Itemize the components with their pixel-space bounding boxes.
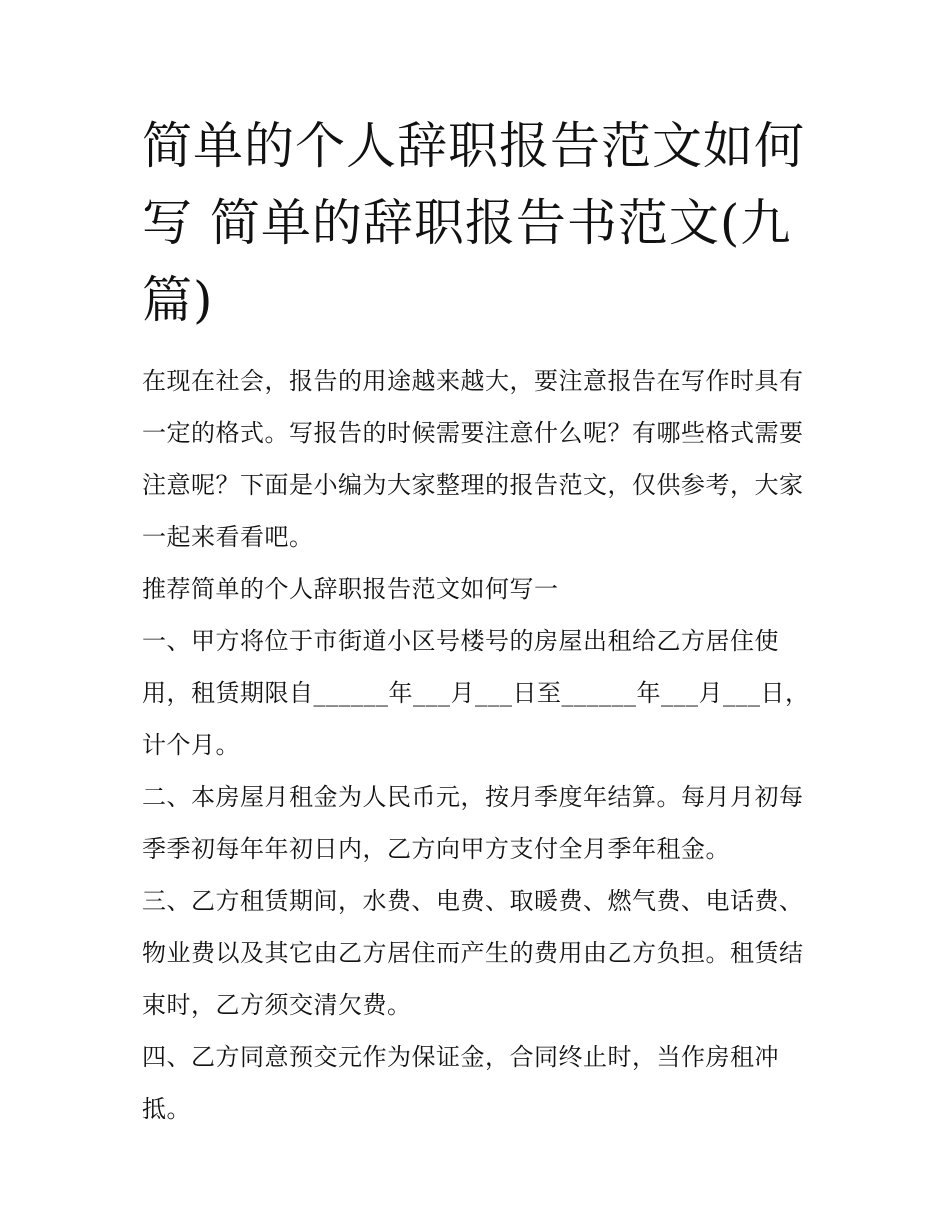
intro-paragraph: 在现在社会，报告的用途越来越大，要注意报告在写作时具有一定的格式。写报告的时候需要注意什么呢？有哪些格式需要注意呢？下面是小编为大家整理的报告范文，仅供参考，大家一起来看看吧。 xyxy=(142,367,804,551)
document-page xyxy=(142,108,818,1135)
document-title: 简单的个人辞职报告范文如何写 简单的辞职报告书范文(九篇) xyxy=(142,117,805,329)
clause-4-paragraph: 四、乙方同意预交元作为保证金，合同终止时，当作房租冲抵。 xyxy=(142,1043,779,1123)
document-body xyxy=(142,355,818,1135)
clause-1-paragraph: 一、甲方将位于市街道小区号楼号的房屋出租给乙方居住使用，租赁期限自______年___月___日至______年___月___日，计个月。 xyxy=(142,627,810,759)
section-heading: 推荐简单的个人辞职报告范文如何写一 xyxy=(142,575,559,603)
clause-3-paragraph: 三、乙方租赁期间，水费、电费、取暖费、燃气费、电话费、物业费以及其它由乙方居住而产生的费用由乙方负担。租赁结束时，乙方须交清欠费。 xyxy=(142,887,804,1019)
clause-2-paragraph: 二、本房屋月租金为人民币元，按月季度年结算。每月月初每季季初每年年初日内，乙方向甲方支付全月季年租金。 xyxy=(142,783,804,863)
